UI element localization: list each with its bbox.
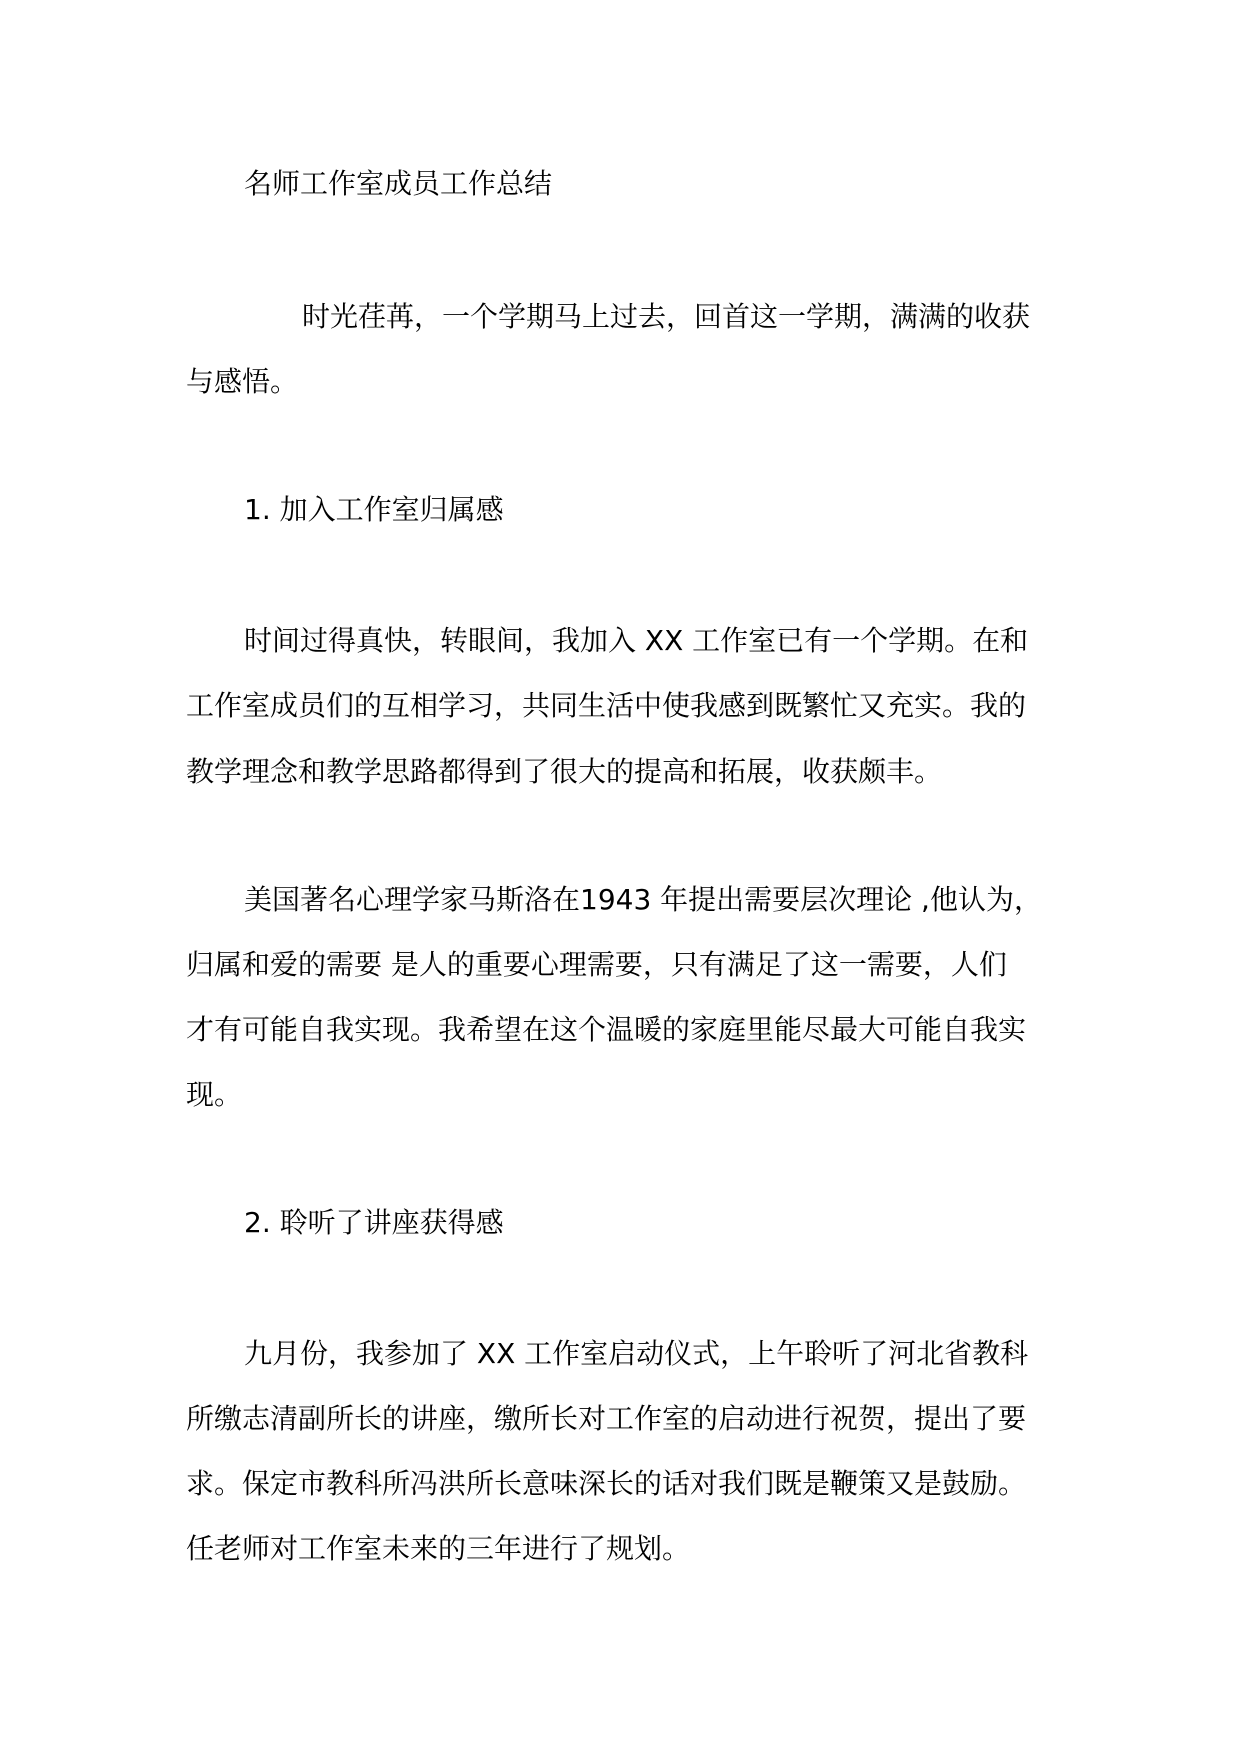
intro-line-1: 时光荏苒，一个学期马上过去，回首这一学期，满满的收获: [302, 300, 1031, 333]
section-1-para-2-line-3: 才有可能自我实现。我希望在这个温暖的家庭里能尽最大可能自我实: [186, 1013, 1027, 1046]
section-1-para-2-line-4: 现。: [186, 1078, 243, 1111]
section-2-para-1-line-2: 所缴志清副所长的讲座，缴所长对工作室的启动进行祝贺，提出了要: [186, 1402, 1027, 1435]
section-1-para-2-line-2: 归属和爱的需要 是人的重要心理需要，只有满足了这一需要，人们: [186, 948, 1007, 981]
section-1-para-1-line-2: 工作室成员们的互相学习，共同生活中使我感到既繁忙又充实。我的: [186, 689, 1027, 722]
section-2-para-1-line-1: 九月份，我参加了 XX 工作室启动仪式，上午聆听了河北省教科: [244, 1337, 1029, 1370]
section-2-para-1-line-3: 求。保定市教科所冯洪所长意味深长的话对我们既是鞭策又是鼓励。: [186, 1467, 1027, 1500]
section-1-para-1-line-1: 时间过得真快，转眼间，我加入 XX 工作室已有一个学期。在和: [244, 624, 1029, 657]
section-2-heading: 2. 聆听了讲座获得感: [244, 1206, 504, 1239]
section-1-para-1-line-3: 教学理念和教学思路都得到了很大的提高和拓展，收获颇丰。: [186, 755, 943, 788]
intro-line-2: 与感悟。: [186, 365, 299, 398]
section-1-heading: 1. 加入工作室归属感: [244, 493, 504, 526]
section-1-para-2-line-1: 美国著名心理学家马斯洛在1943 年提出需要层次理论 ,他认为，: [244, 883, 1042, 916]
document-title: 名师工作室成员工作总结: [244, 167, 553, 200]
section-2-para-1-line-4: 任老师对工作室未来的三年进行了规划。: [186, 1532, 691, 1565]
